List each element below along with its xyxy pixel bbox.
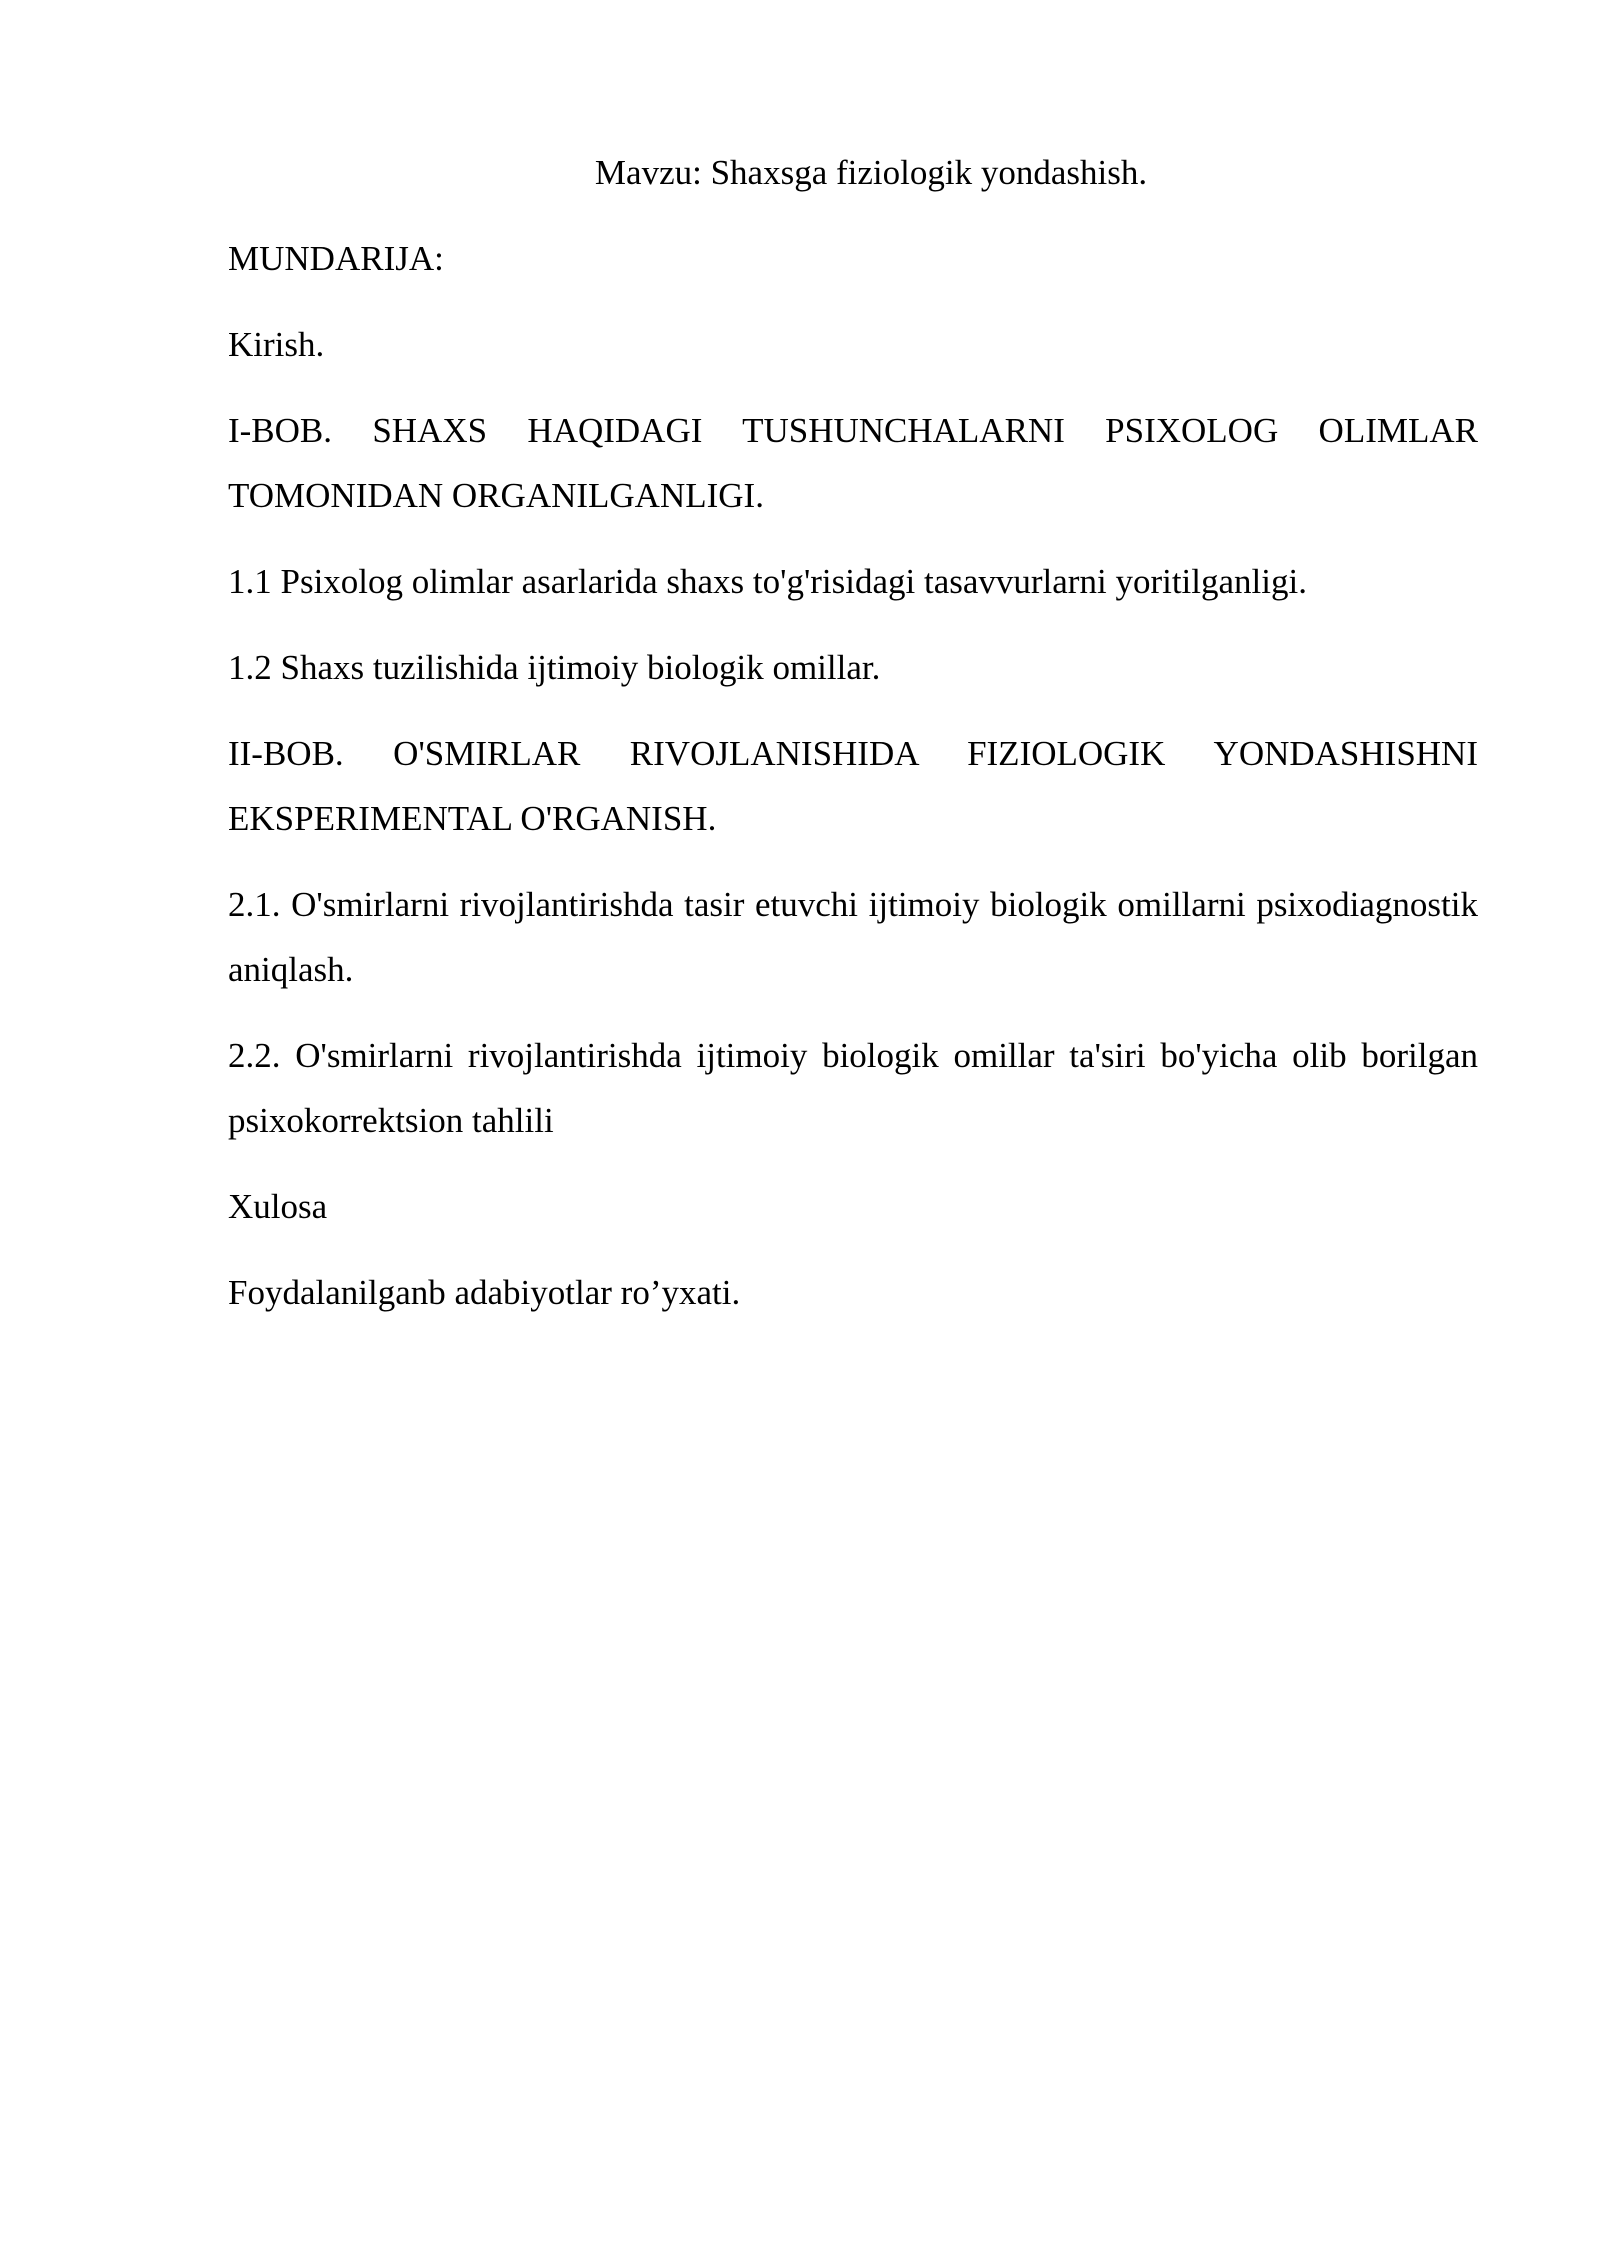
- toc-entry-chapter-1: I-BOB. SHAXS HAQIDAGI TUSHUNCHALARNI PSIXOLOG OLIMLAR TOMONIDAN ORGANILGANLIGI.: [228, 411, 1478, 515]
- toc-entry-introduction: Kirish.: [228, 325, 325, 364]
- toc-entry-section-1-2: 1.2 Shaxs tuzilishida ijtimoiy biologik omillar.: [228, 648, 881, 687]
- toc-entry-section-2-2: 2.2. O'smirlarni rivojlantirishda ijtimoiy biologik omillar ta'siri bo'yicha olib borilgan psixokorrektsion tahlili: [228, 1036, 1478, 1140]
- document-body: [228, 140, 1478, 1346]
- toc-entry-section-2-1: 2.1. O'smirlarni rivojlantirishda tasir etuvchi ijtimoiy biologik omillarni psixodiagnostik aniqlash.: [228, 885, 1478, 989]
- toc-entry-conclusion: Xulosa: [228, 1187, 328, 1226]
- toc-entry-chapter-2: II-BOB. O'SMIRLAR RIVOJLANISHIDA FIZIOLOGIK YONDASHISHNI EKSPERIMENTAL O'RGANISH.: [228, 734, 1478, 838]
- toc-entry-references: Foydalanilganb adabiyotlar ro’yxati.: [228, 1273, 741, 1312]
- toc-entry-section-1-1: 1.1 Psixolog olimlar asarlarida shaxs to'g'risidagi tasavvurlarni yoritilganligi.: [228, 562, 1307, 601]
- document-title: Mavzu: Shaxsga fiziologik yondashish.: [594, 153, 1148, 192]
- toc-heading: MUNDARIJA:: [228, 239, 444, 278]
